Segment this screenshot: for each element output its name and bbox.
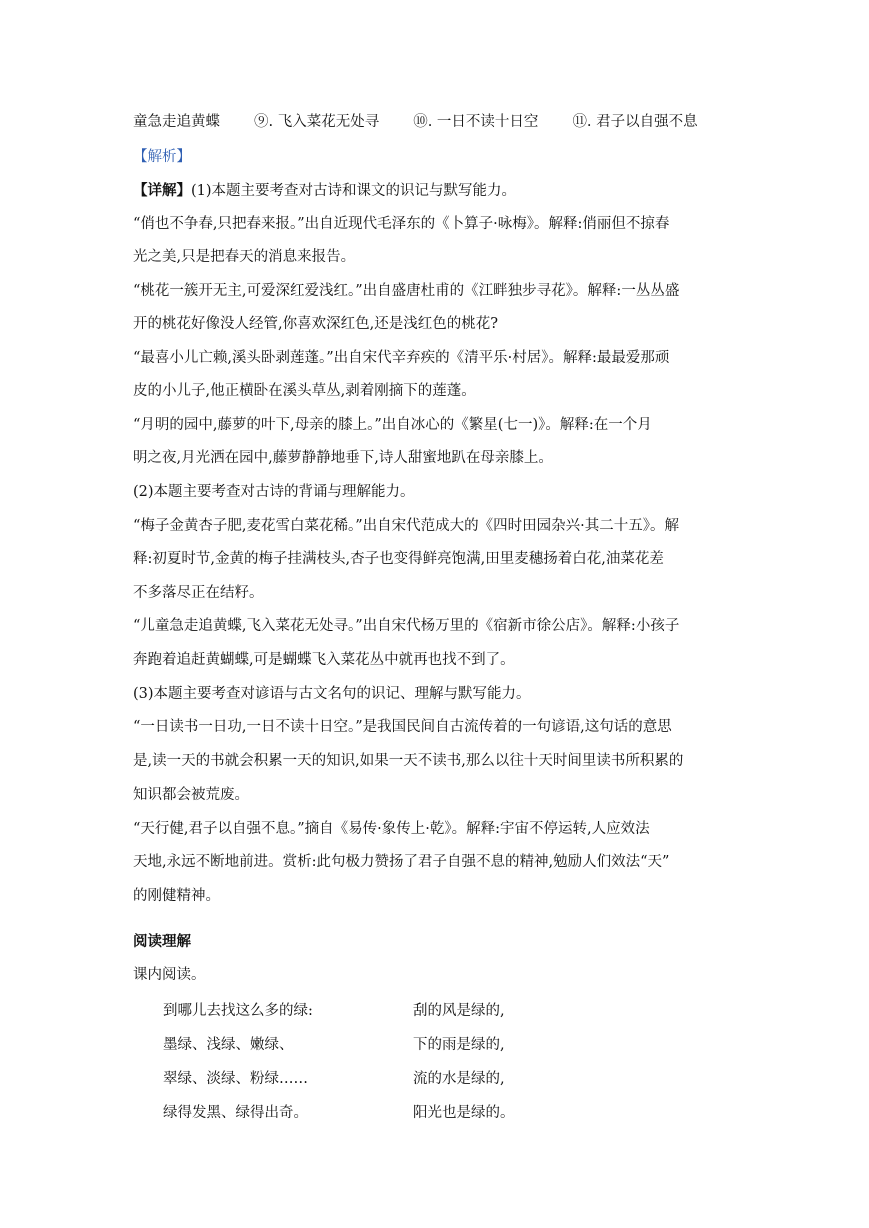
poem-left-line: 绿得发黑、绿得出奇。 (163, 1105, 308, 1121)
poem-right-line: 下的雨是绿的, (413, 1037, 505, 1053)
poem-right-line: 流的水是绿的, (413, 1071, 505, 1087)
text-line: 释:初夏时节,金黄的梅子挂满枝头,杏子也变得鲜亮饱满,田里麦穗扬着白花,油菜花差 (133, 551, 664, 567)
poem-left-line: 翠绿、淡绿、粉绿…… (163, 1071, 308, 1087)
poem-row (163, 1069, 505, 1089)
part2-intro: (2)本题主要考查对古诗的背诵与理解能力。 (133, 484, 415, 500)
detail-heading (133, 181, 743, 201)
part3-intro: (3)本题主要考查对谚语与古文名句的识记、理解与默写能力。 (133, 686, 531, 702)
poem-row (163, 1035, 505, 1055)
text-line: “俏也不争春,只把春来报。”出自近现代毛泽东的《卜算子·咏梅》。解释:俏丽但不掠春 (133, 216, 670, 232)
reading-intro: 课内阅读。 (133, 967, 206, 983)
text-line: “一日读书一日功,一日不读十日空。”是我国民间自古流传着的一句谚语,这句话的意思 (133, 719, 672, 735)
poem-row (163, 1103, 515, 1123)
text-line: 是,读一天的书就会积累一天的知识,如果一天不读书,那么以往十天时间里读书所积累的 (133, 753, 684, 769)
part1-intro: (1)本题主要考查对古诗和课文的识记与默写能力。 (191, 183, 517, 199)
text-line: “梅子金黄杏子肥,麦花雪白菜花稀。”出自宋代范成大的《四时田园杂兴·其二十五》。解 (133, 518, 680, 534)
answers-line (133, 112, 743, 132)
poem-row (163, 1001, 505, 1021)
answer-11: ⑪. 君子以自强不息 (572, 114, 698, 130)
text-line: “最喜小儿亡赖,溪头卧剥莲蓬。”出自宋代辛弃疾的《清平乐·村居》。解释:最最爱那顽 (133, 350, 670, 366)
text-line: “桃花一簇开无主,可爱深红爱浅红。”出自盛唐杜甫的《江畔独步寻花》。解释:一丛丛盛 (133, 283, 680, 299)
text-line: “天行健,君子以自强不息。”摘自《易传·象传上·乾》。解释:宇宙不停运转,人应效法 (133, 821, 650, 837)
text-line: 的刚健精神。 (133, 888, 220, 904)
poem-left-line: 墨绿、浅绿、嫩绿、 (163, 1037, 294, 1053)
text-line: 天地,永远不断地前进。赏析:此句极力赞扬了君子自强不息的精神,勉励人们效法“天” (133, 854, 670, 870)
text-line: 明之夜,月光洒在园中,藤萝静静地垂下,诗人甜蜜地趴在母亲膝上。 (133, 450, 553, 466)
text-line: 知识都会被荒废。 (133, 787, 249, 803)
text-line: 不多落尽正在结籽。 (133, 585, 264, 601)
poem-right-line: 阳光也是绿的。 (413, 1105, 515, 1121)
jiexi-label: 【解析】 (133, 149, 191, 165)
answer-10: ⑩. 一日不读十日空 (413, 114, 539, 130)
text-line: 奔跑着追赶黄蝴蝶,可是蝴蝶飞入菜花丛中就再也找不到了。 (133, 652, 515, 668)
text-line: 光之美,只是把春天的消息来报告。 (133, 249, 356, 265)
text-line: 开的桃花好像没人经管,你喜欢深红色,还是浅红色的桃花? (133, 316, 498, 332)
detail-label: 【详解】 (133, 182, 191, 199)
text-line: 皮的小儿子,他正横卧在溪头草丛,剥着刚摘下的莲蓬。 (133, 383, 476, 399)
poem-left-line: 到哪儿去找这么多的绿: (163, 1003, 313, 1019)
section-title: 阅读理解 (133, 933, 191, 950)
answer-8-tail: 童急走追黄蝶 (133, 114, 220, 130)
text-line: “儿童急走追黄蝶,飞入菜花无处寻。”出自宋代杨万里的《宿新市徐公店》。解释:小孩子 (133, 618, 680, 634)
answer-9: ⑨. 飞入菜花无处寻 (254, 114, 380, 130)
text-line: “月明的园中,藤萝的叶下,母亲的膝上。”出自冰心的《繁星(七一)》。解释:在一个月 (133, 417, 652, 433)
poem-right-line: 刮的风是绿的, (413, 1003, 505, 1019)
